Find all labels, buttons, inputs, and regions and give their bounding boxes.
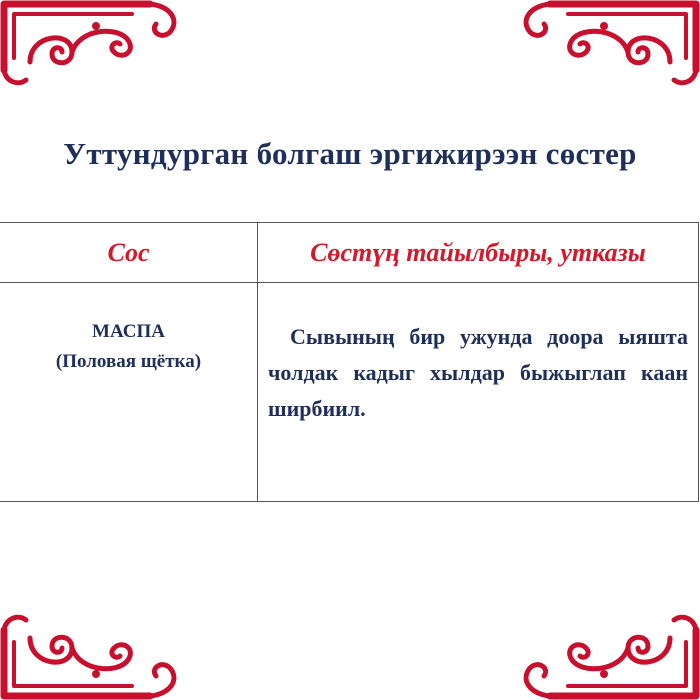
page-title: Уттундурган болгаш эргижирээн сөстер	[63, 136, 637, 171]
term-word: МАСПА	[92, 321, 165, 342]
table-header-meaning: Сөстүң тайылбыры, утказы	[258, 223, 698, 283]
corner-ornament-top-left-icon	[0, 0, 190, 90]
table-header-word: Сос	[0, 223, 258, 283]
dictionary-table	[0, 222, 699, 502]
term-translation: (Половая щётка)	[55, 351, 202, 372]
corner-ornament-top-right-icon	[510, 0, 700, 90]
table-row-term-cell	[0, 283, 258, 501]
table-row-definition: Сывының бир ужунда доора ыяшта чолдак кадыг хылдар быжыглап каан ширбиил.	[268, 324, 688, 421]
corner-ornament-bottom-right-icon	[510, 610, 700, 700]
corner-ornament-bottom-left-icon	[0, 610, 190, 700]
